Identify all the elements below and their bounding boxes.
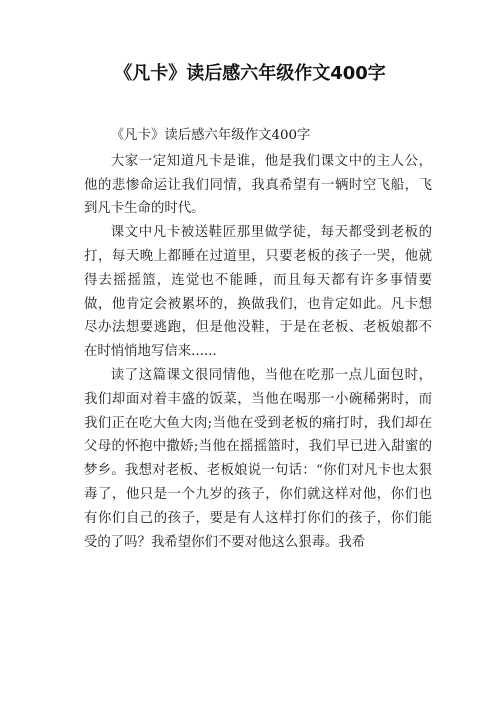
- paragraph-intro: 大家一定知道凡卡是谁，他是我们课文中的主人公，他的悲惨命运让我们同情，我真希望有一辆时空飞船，飞到凡卡生命的时代。: [84, 153, 432, 217]
- paragraph-story: 课文中凡卡被送鞋匠那里做学徒，每天都受到老板的打，每天晚上都睡在过道里，只要老板的孩子一哭，他就得去摇摇篮，连觉也不能睡，而且每天都有许多事情要做，他肯定会被累坏的，换做我们，也肯定如此。凡卡想尽办法想要逃跑，但是他没鞋，于是在老板、老板娘都不在时悄悄地写信来......: [84, 225, 432, 360]
- document-title: 《凡卡》读后感六年级作文400字: [114, 63, 386, 84]
- document-body: [84, 124, 432, 554]
- paragraph-subtitle: 《凡卡》读后感六年级作文400字: [110, 128, 311, 143]
- paragraph-reflection: 读了这篇课文很同情他，当他在吃那一点儿面包时，我们却面对着丰盛的饭菜，当他在喝那一小碗稀粥时，而我们正在吃大鱼大肉;当他在受到老板的痛打时，我们却在父母的怀抱中撒娇;当他在摇摇篮时，我们早已进入甜蜜的梦乡。我想对老板、老板娘说一句话：“你们对凡卡也太狠毒了，他只是一个九岁的孩子，你们就这样对他，你们也有你们自己的孩子，要是有人这样打你们的孩子，你们能受的了吗？我希望你们不要对他这么狠毒。我希: [84, 367, 432, 550]
